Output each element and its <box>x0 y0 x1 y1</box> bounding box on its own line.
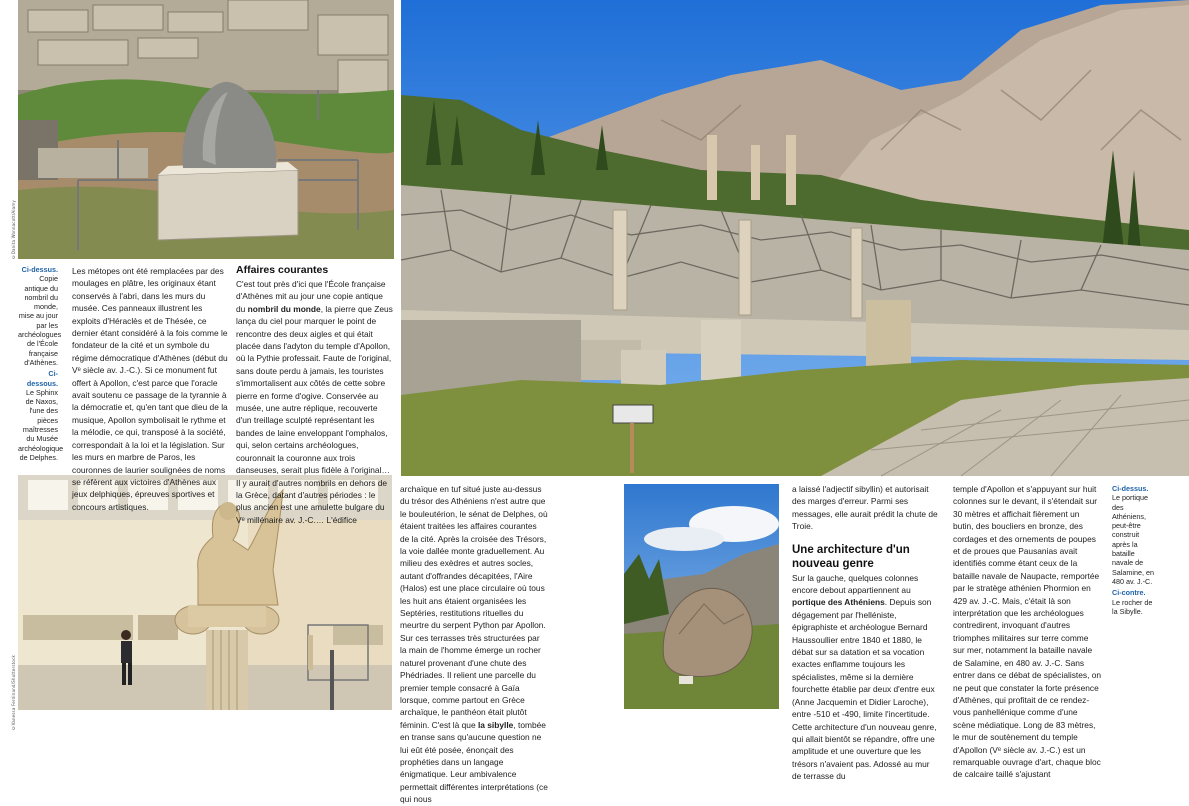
caption-left <box>18 265 64 464</box>
column-2-text-b: , la pierre que Zeus lança du ciel pour marquer le point de rencontre des deux aigles et qui était placée dans l'adyton du temple d'Apollon, où la Pythie professait. Faute de l'original, sans doute perdu à jamais, les touristes s'immortalisent aux côtés de cette sobre pierre en forme d'ogive. Conservée au musée, une autre réplique, recouverte d'un treillage sculpté représentant les bandes de laine enveloppant l'omphalos, qui, selon certains archéologues, couronnait la couronne aux trois danseuses, serait plus fidèle à l'original… Il y aurait d'autres nombrils en dehors de la Grèce, datant d'autres périodes : le plus ancien est une amulette bulgare du Vᵉ millénaire av. J.-C.… L'édifice <box>236 303 393 525</box>
caption-left-text-2: Le Sphinx de Naxos, l'une des pièces maîtresses du Musée archéologique de Delphes. <box>18 387 64 462</box>
column-3-text-b: , tombée en transe sans qu'aucune question ne lui eût été posée, énonçait des prophéties dans un langage énigmatique. Leur ambivalence permettait différentes interprétations (ce qui nous <box>400 719 548 805</box>
column-5-text: temple d'Apollon et s'appuyant sur huit colonnes sur le devant, il s'étendait sur 30 mètres et affichait fièrement un butin, des boucliers en bronze, des cordages et des ornements de poupes et de proues que Pausanias avait identifiés comme étant ceux de la bataille navale de Naupacte, remportée par le stratège athénien Phormion en 429 av. J.-C. Mais, c'était là son interprétation que les archéologues contredirent, invoquant d'autres triomphes militaires sur terre comme sur mer, notamment la bataille navale de Salamine, en 480 av. J.-C. Sans entrer dans ce débat de spécialistes, on ne peut que constater la forte présence d'Athènes, qui profitait de ce rendez-vous panhellénique comme d'une scène médiatique. Long de 83 mètres, le mur de soutènement du temple d'Apollon (Vᵉ siècle av. J.-C.) est un remarquable ouvrage d'art, chaque bloc de calcaire taillé s'ajustant <box>953 484 1102 780</box>
caption-left-text-1: Copie antique du nombril du monde, mise au jour par les archéologues de l'École française d'Athènes. <box>18 274 62 367</box>
column-1-text: Les métopes ont été remplacées par des moulages en plâtre, les originaux étant conservés à l'abri, dans les murs du musée. Ces panneaux illustrent les exploits d'Héraclès et de Thésée, ce dernier étant considéré à la fois comme le fondateur de la cité et un symbole du régime démocratique d'Athènes (début du Vᵉ siècle av. J.-C.). Si ce monument fut offert à Apollon, c'est parce que l'oracle avait soutenu ce passage de la tyrannie à la démocratie et, qu'en tant que dieu de la musique, Apollon symbolisait le rythme et la mélodie, ce qui, transposé à la société, correspondait à la loi et la législation. Sur les murs en marbre de Paros, les couronnes de laurier soulignées de noms se réfèrent aux victoires d'Athènes aux jeux delphiques, épreuves sportives et concours artistiques. <box>72 266 228 512</box>
column-4-text-a: Sur la gauche, quelques colonnes encore debout appartiennent au <box>792 572 919 596</box>
omphalos-photo-credit: ©Danita Wonnacott/Alamy <box>11 200 16 260</box>
omphalos-photo <box>18 0 394 259</box>
column-4-bold: portique des Athéniens <box>792 597 885 608</box>
column-2-text-a: C'est tout près d'ici que l'École française d'Athènes mit au jour une copie antique du <box>236 279 386 314</box>
article-column-1 <box>72 265 228 513</box>
column-3-bold: la sibylle <box>477 719 514 730</box>
delphi-panorama-photo <box>401 0 1189 476</box>
article-column-5 <box>953 483 1102 781</box>
caption-right <box>1112 484 1157 618</box>
article-column-3 <box>400 483 548 806</box>
caption-right-lead-1: Ci-dessus. <box>1112 484 1149 493</box>
column-3-text-a: archaïque en tuf situé juste au-dessus du trésor des Athéniens n'est autre que le bouleutérion, le sénat de Delphes, où étaient traitées les affaires courantes de la cité. Après la croisée des Trésors, la voie dallée monte graduellement. Au milieu des exèdres et autres socles, autant d'offrandes décapitées, l'Aire (Halos) est une place circulaire où tous les huit ans étaient organisées les Septéries, restitutions rituelles du meurtre du serpent Python par Apollon. Sur ces terrasses très structurées par la main de l'homme émerge un rocher naturel provenant d'une chute des Phédriades. Il relient une parcelle du premier temple consacré à Gaïa lorsque, comme partout en Grèce archaïque, le panthéon était plutôt féminin. C'est là que <box>400 484 548 730</box>
section-heading-architecture: Une architecture d'un nouveau genre <box>792 543 910 570</box>
column-4-top-text: a laissé l'adjectif sibyllin) et autorisait des marges d'erreur. Parmi ses messages, elle aurait prédit la chute de Troie. <box>792 484 938 532</box>
caption-right-text-1: Le portique des Athéniens, peut-être construit après la bataille navale de Salamine, en 480 av. J.-C. <box>1112 493 1154 586</box>
sphinx-photo-credit: ©Vanessa Ferdinand/Shutterstock <box>11 655 16 731</box>
caption-right-lead-2: Ci-contre. <box>1112 588 1146 598</box>
caption-right-text-2: Le rocher de la Sibylle. <box>1112 597 1153 616</box>
caption-left-lead-2: Ci-dessous. <box>26 369 58 388</box>
article-column-4 <box>792 483 938 783</box>
caption-left-lead-1: Ci-dessus. <box>21 265 58 274</box>
article-column-2 <box>236 264 393 526</box>
column-4-text-b: . Depuis son dégagement par l'helléniste, épigraphiste et archéologue Bernard Haussoullier entre 1840 et 1880, le débat sur sa datation et sa vocation exactes enflamme toujours les spécialistes, même si la dernière fourchette établie par deux d'entre eux (Anne Jacquemin et Didier Laroche), entre -510 et -490, limite l'incertitude. Cette architecture d'un nouveau genre, qui allait bientôt se répandre, offre une amplitude et une ouverture que les trésors n'avaient pas. Adossé au mur de terrasse du <box>792 597 937 782</box>
column-2-bold: nombril du monde <box>247 303 321 314</box>
sibyl-rock-photo <box>624 484 779 709</box>
section-heading-affaires-courantes: Affaires courantes <box>236 264 329 276</box>
